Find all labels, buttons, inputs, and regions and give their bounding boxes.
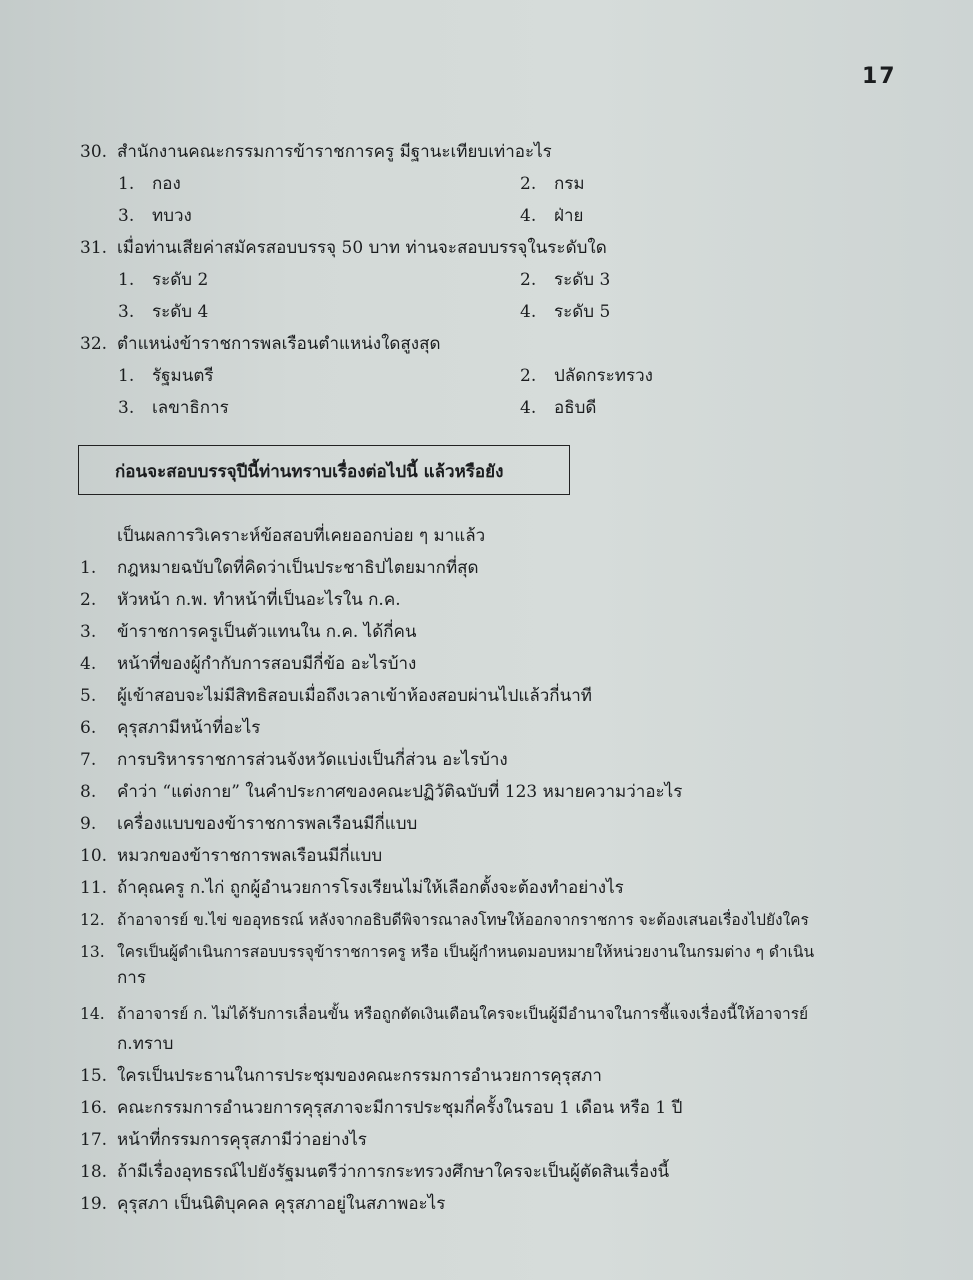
section-heading-box <box>78 445 570 495</box>
question-32-option-4: 4. อธิบดี <box>520 398 597 418</box>
question-32-option-2: 2. ปลัดกระทรวง <box>520 366 653 386</box>
page-number: 17 <box>862 64 897 89</box>
document-page: 17 30. สำนักงานคณะกรรมการข้าราชการครู มีฐานะเทียบเท่าอะไร 1. กอง 2. กรม 3. ทบวง 4. ฝ่าย 31. เมื่อท่านเสียค่าสมัครสอบบรรจุ 50 บาท ท่านจะสอบบรรจุในระดับใด 1. ระดับ 2 2. ระดับ 3 3. ระดับ 4 4. ระดับ 5 32. ตำแหน่งข้าราชการพลเรือนตำแหน่งใดสูงสุด 1. รัฐมนตรี 2. ปลัดกระทรวง 3. เลขาธิการ 4. อธิบดี ก่อนจะสอบบรรจุปีนี้ท่านทราบเรื่องต่อไปนี้ แล้วหรือยัง เป็นผลการวิเคราะห์ข้อสอบที่เคยออกบ่อย ๆ มาแล้ว 1. กฎหมายฉบับใดที่คิดว่าเป็นประชาธิปไตยมากที่สุด 2. หัวหน้า ก.พ. ทำหน้าที่เป็นอะไรใน ก.ค. 3. ข้าราชการครูเป็นตัวแทนใน ก.ค. ได้กี่คน 4. หน้าที่ของผู้กำกับการสอบมีกี่ข้อ อะไรบ้าง 5. ผู้เข้าสอบจะไม่มีสิทธิสอบเมื่อถึงเวลาเข้าห้องสอบผ่านไปแล้วกี่นาที 6. คุรุสภามีหน้าที่อะไร 7. การบริหารราชการส่วนจังหวัดแบ่งเป็นกี่ส่วน อะไรบ้าง 8. คำว่า “แต่งกาย” ในคำประกาศของคณะปฏิวัติฉบับที่ 123 หมายความว่าอะไร 9. เครื่องแบบของข้าราชการพลเรือนมีกี่แบบ 10. หมวกของข้าราชการพลเรือนมีกี่แบบ 11. ถ้าคุณครู ก.ไก่ ถูกผู้อำนวยการโรงเรียนไม่ให้เลือกตั้งจะต้องทำอย่างไร 12. ถ้าอาจารย์ ข.ไข่ ขออุทธรณ์ หลังจากอธิบดีพิจารณาลงโทษให้ออกจากราชการ จะต้องเสนอเรื่องไปยังใคร 13. ใครเป็นผู้ดำเนินการสอบบรรจุข้าราชการครู หรือ เป็นผู้กำหนดมอบหมายให้หน่วยงานในกรมต่าง ๆ ดำเนิน การ 14. ถ้าอาจารย์ ก. ไม่ได้รับการเลื่อนขั้น หรือถูกตัดเงินเดือนใครจะเป็นผู้มีอำนาจในการชี้แจงเรื่องนี้ให้อาจารย์ ก.ทราบ 15. ใครเป็นประธานในการประชุมของคณะกรรมการอำนวยการคุรุสภา 16. คณะกรรมการอำนวยการคุรุสภาจะมีการประชุมกี่ครั้งในรอบ 1 เดือน หรือ 1 ปี 17. หน้าที่กรรมการคุรุสภามีว่าอย่างไร 18. ถ้ามีเรื่องอุทธรณ์ไปยังรัฐมนตรีว่าการกระทรวงศึกษาใครจะเป็นผู้ตัดสินเรื่องนี้ 19. คุรุสภา เป็นนิติบุคคล คุรุสภาอยู่ในสภาพอะไร <box>0 0 973 1280</box>
question-31-option-2: 2. ระดับ 3 <box>520 270 611 290</box>
question-30-option-3: 3. ทบวง <box>118 206 192 226</box>
question-31-option-3: 3. ระดับ 4 <box>118 302 209 322</box>
question-31-option-4: 4. ระดับ 5 <box>520 302 611 322</box>
section-heading: ก่อนจะสอบบรรจุปีนี้ท่านทราบเรื่องต่อไปนี้ แล้วหรือยัง <box>115 462 504 482</box>
question-30-option-2: 2. กรม <box>520 174 585 194</box>
question-30-option-4: 4. ฝ่าย <box>520 206 584 226</box>
question-32-option-1: 1. รัฐมนตรี <box>118 366 214 386</box>
question-31-option-1: 1. ระดับ 2 <box>118 270 209 290</box>
question-32-option-3: 3. เลขาธิการ <box>118 398 229 418</box>
question-30-option-1: 1. กอง <box>118 174 181 194</box>
